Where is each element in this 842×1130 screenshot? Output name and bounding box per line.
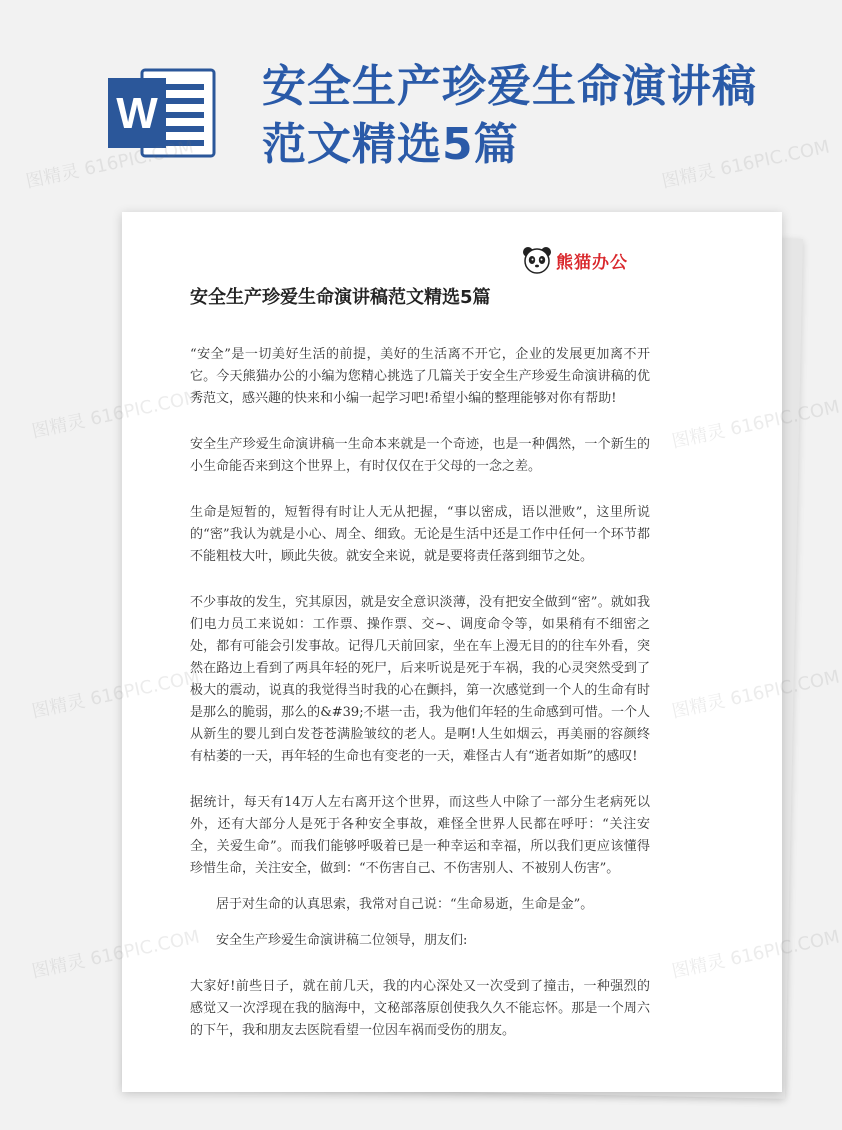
- watermark: 图精灵 616PIC.COM: [659, 136, 832, 193]
- indented-paragraph: 安全生产珍爱生命演讲稿二位领导，朋友们:: [216, 933, 468, 948]
- watermark: 图精灵 616PIC.COM: [29, 666, 202, 723]
- brand-name: 熊猫办公: [556, 252, 628, 273]
- word-document-icon: [108, 70, 214, 156]
- paragraph: 大家好!前些日子，就在前几天，我的内心深处又一次受到了撞击，一种强烈的感觉又一次浮现在我的脑海中，文秘部落原创使我久久不能忘怀。那是一个周六的下午，我和朋友去医院看望一位因车祸而受伤的朋友。: [190, 979, 650, 1038]
- document-body: [190, 344, 650, 1066]
- paragraph: 安全生产珍爱生命演讲稿一生命本来就是一个奇迹，也是一种偶然，一个新生的小生命能否来到这个世界上，有时仅仅在于父母的一念之差。: [190, 437, 650, 474]
- watermark: 图精灵 616PIC.COM: [29, 926, 202, 983]
- word-icon-letter: W: [116, 89, 158, 138]
- paragraph: 据统计，每天有14万人左右离开这个世界，而这些人中除了一部分生老病死以外，还有大部分人是死于各种安全事故，难怪全世界人民都在呼吁：“关注安全，关爱生命”。而我们能够呼吸着已是一种幸运和幸福，所以我们更应该懂得珍惜生命，关注安全，做到：“不伤害自己、不伤害别人、不被别人伤害”。: [190, 795, 650, 876]
- watermark: 图精灵 616PIC.COM: [29, 386, 202, 443]
- paragraph: 不少事故的发生，究其原因，就是安全意识淡薄，没有把安全做到“密”。就如我们电力员工来说如：工作票、操作票、交~、调度命令等，如果稍有不细密之处，都有可能会引发事故。记得几天前回家，坐在车上漫无目的的往车外看，突然在路边上看到了两具年轻的死尸，后来听说是死于车祸，我的心灵突然受到了极大的震动，说真的我觉得当时我的心在颤抖，第一次感觉到一个人的生命有时是那么的脆弱，那么的&#39;不堪一击，我为他们年轻的生命感到可惜。一个人从新生的婴儿到白发苍苍满脸皱纹的老人。是啊!人生如烟云，再美丽的容颜终有枯萎的一天，再年轻的生命也有变老的一天，难怪古人有“逝者如斯”的感叹!: [190, 595, 650, 764]
- indented-paragraph: 居于对生命的认真思索，我常对自己说：“生命易逝，生命是金”。: [216, 897, 594, 912]
- document-heading: 安全生产珍爱生命演讲稿范文精选5篇: [190, 287, 491, 308]
- paragraph: 生命是短暂的，短暂得有时让人无从把握，“事以密成，语以泄败”，这里所说的“密”我认为就是小心、周全、细致。无论是生活中还是工作中任何一个环节都不能粗枝大叶，顾此失彼。就安全来说，就是要将责任落到细节之处。: [190, 505, 650, 564]
- page-title: 安全生产珍爱生命演讲稿范文精选5篇: [262, 61, 757, 170]
- paragraph: “安全”是一切美好生活的前提，美好的生活离不开它，企业的发展更加离不开它。今天熊猫办公的小编为您精心挑选了几篇关于安全生产珍爱生命演讲稿的优秀范文，感兴趣的快来和小编一起学习吧!希望小编的整理能够对你有帮助!: [190, 347, 650, 406]
- brand-logo: [522, 244, 628, 276]
- panda-icon: [522, 245, 552, 275]
- watermark: 图精灵 616PIC.COM: [23, 136, 196, 193]
